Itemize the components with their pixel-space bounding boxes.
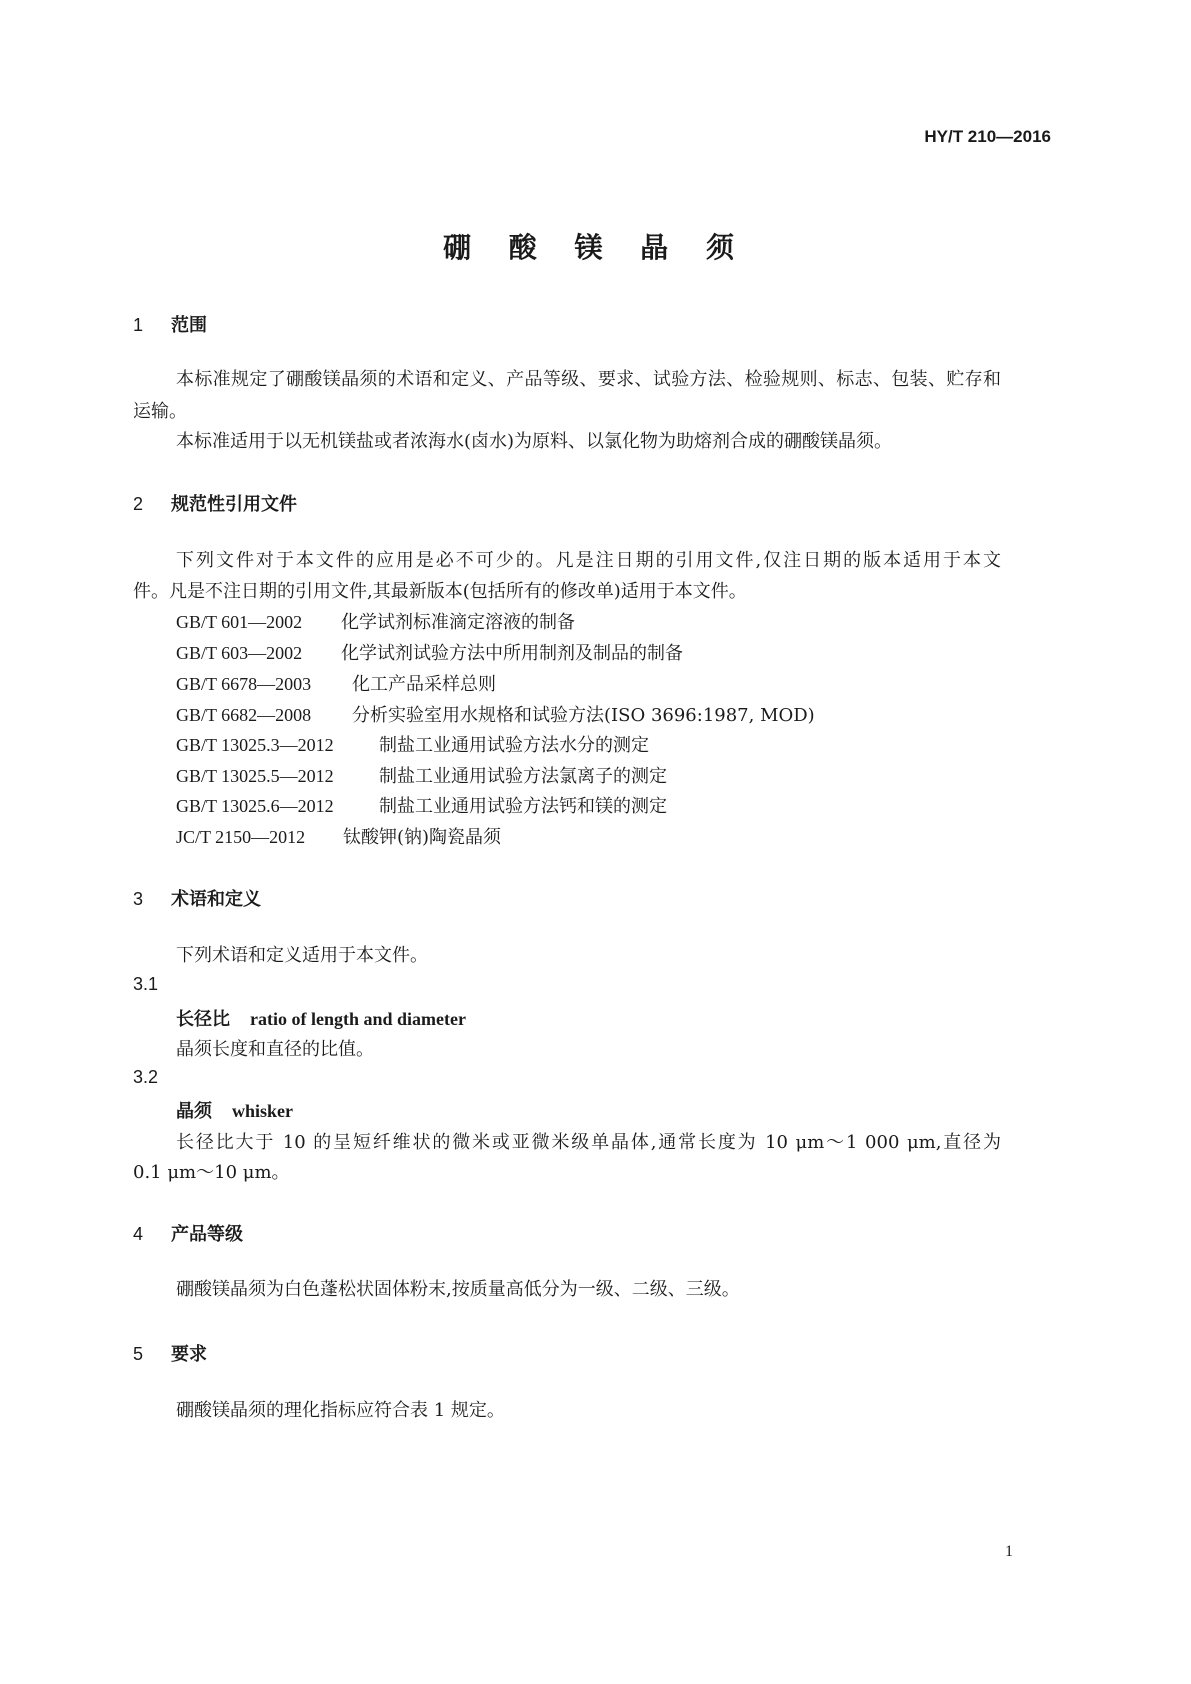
reference-item bbox=[176, 821, 501, 854]
term-chinese: 晶须 bbox=[176, 1101, 212, 1122]
reference-title: 化学试剂标准滴定溶液的制备 bbox=[341, 612, 575, 633]
reference-item bbox=[176, 606, 575, 639]
paragraph: 本标准规定了硼酸镁晶须的术语和定义、产品等级、要求、试验方法、检验规则、标志、包装、贮存和 bbox=[176, 369, 1001, 390]
term-chinese: 长径比 bbox=[176, 1009, 230, 1030]
page-number: 1 bbox=[1005, 1543, 1013, 1560]
term-definition: 晶须长度和直径的比值。 bbox=[176, 1039, 374, 1060]
document-title: 硼 酸 镁 晶 须 bbox=[443, 231, 748, 264]
paragraph-continuation: 运输。 bbox=[133, 401, 187, 422]
reference-item bbox=[176, 637, 683, 670]
term-definition-continuation: 0.1 μm～10 μm。 bbox=[133, 1162, 290, 1183]
reference-title: 分析实验室用水规格和试验方法(ISO 3696:1987, MOD) bbox=[352, 705, 815, 726]
reference-code: GB/T 6678—2003 bbox=[176, 674, 312, 694]
standard-code: HY/T 210—2016 bbox=[924, 127, 1051, 146]
section-number: 3 bbox=[133, 889, 144, 909]
term-heading bbox=[176, 1097, 293, 1123]
reference-code: GB/T 13025.5—2012 bbox=[176, 766, 334, 786]
reference-item bbox=[176, 760, 667, 793]
reference-code: GB/T 13025.6—2012 bbox=[176, 796, 334, 816]
section-title: 要求 bbox=[171, 1344, 207, 1365]
section-number: 4 bbox=[133, 1224, 144, 1244]
paragraph-continuation: 件。凡是不注日期的引用文件,其最新版本(包括所有的修改单)适用于本文件。 bbox=[133, 581, 747, 602]
term-english: whisker bbox=[232, 1101, 294, 1121]
section-2-heading bbox=[133, 490, 297, 516]
section-title: 产品等级 bbox=[171, 1224, 243, 1245]
section-3-heading bbox=[133, 885, 261, 911]
section-1-heading bbox=[133, 311, 207, 337]
reference-code: JC/T 2150—2012 bbox=[176, 827, 306, 847]
section-4-heading bbox=[133, 1220, 243, 1246]
reference-title: 制盐工业通用试验方法氯离子的测定 bbox=[379, 766, 667, 787]
reference-title: 制盐工业通用试验方法水分的测定 bbox=[379, 735, 649, 756]
reference-title: 化学试剂试验方法中所用制剂及制品的制备 bbox=[341, 643, 683, 664]
reference-item bbox=[176, 790, 667, 823]
paragraph: 下列文件对于本文件的应用是必不可少的。凡是注日期的引用文件,仅注日期的版本适用于本文 bbox=[176, 550, 1001, 571]
section-5-heading bbox=[133, 1340, 207, 1366]
reference-title: 钛酸钾(钠)陶瓷晶须 bbox=[343, 827, 502, 848]
section-number: 1 bbox=[133, 315, 144, 335]
reference-item bbox=[176, 668, 496, 701]
term-english: ratio of length and diameter bbox=[250, 1009, 466, 1029]
section-title: 规范性引用文件 bbox=[171, 494, 297, 515]
section-number: 2 bbox=[133, 494, 144, 514]
paragraph: 硼酸镁晶须的理化指标应符合表 1 规定。 bbox=[176, 1400, 505, 1421]
reference-code: GB/T 601—2002 bbox=[176, 612, 303, 632]
clause-number: 3.2 bbox=[133, 1067, 159, 1087]
reference-code: GB/T 603—2002 bbox=[176, 643, 303, 663]
reference-item bbox=[176, 729, 649, 762]
paragraph: 硼酸镁晶须为白色蓬松状固体粉末,按质量高低分为一级、二级、三级。 bbox=[176, 1279, 740, 1300]
reference-item bbox=[176, 699, 815, 732]
section-title: 术语和定义 bbox=[171, 889, 261, 910]
section-title: 范围 bbox=[171, 315, 207, 336]
term-definition: 长径比大于 10 的呈短纤维状的微米或亚微米级单晶体,通常长度为 10 μm～1 000 μm,直径为 bbox=[176, 1132, 1001, 1153]
reference-code: GB/T 13025.3—2012 bbox=[176, 735, 334, 755]
clause-number: 3.1 bbox=[133, 974, 159, 994]
paragraph: 本标准适用于以无机镁盐或者浓海水(卤水)为原料、以氯化物为助熔剂合成的硼酸镁晶须。 bbox=[176, 431, 893, 452]
section-number: 5 bbox=[133, 1344, 144, 1364]
reference-code: GB/T 6682—2008 bbox=[176, 705, 312, 725]
term-heading bbox=[176, 1005, 466, 1031]
paragraph: 下列术语和定义适用于本文件。 bbox=[176, 945, 428, 966]
reference-title: 制盐工业通用试验方法钙和镁的测定 bbox=[379, 796, 667, 817]
reference-title: 化工产品采样总则 bbox=[352, 674, 496, 695]
